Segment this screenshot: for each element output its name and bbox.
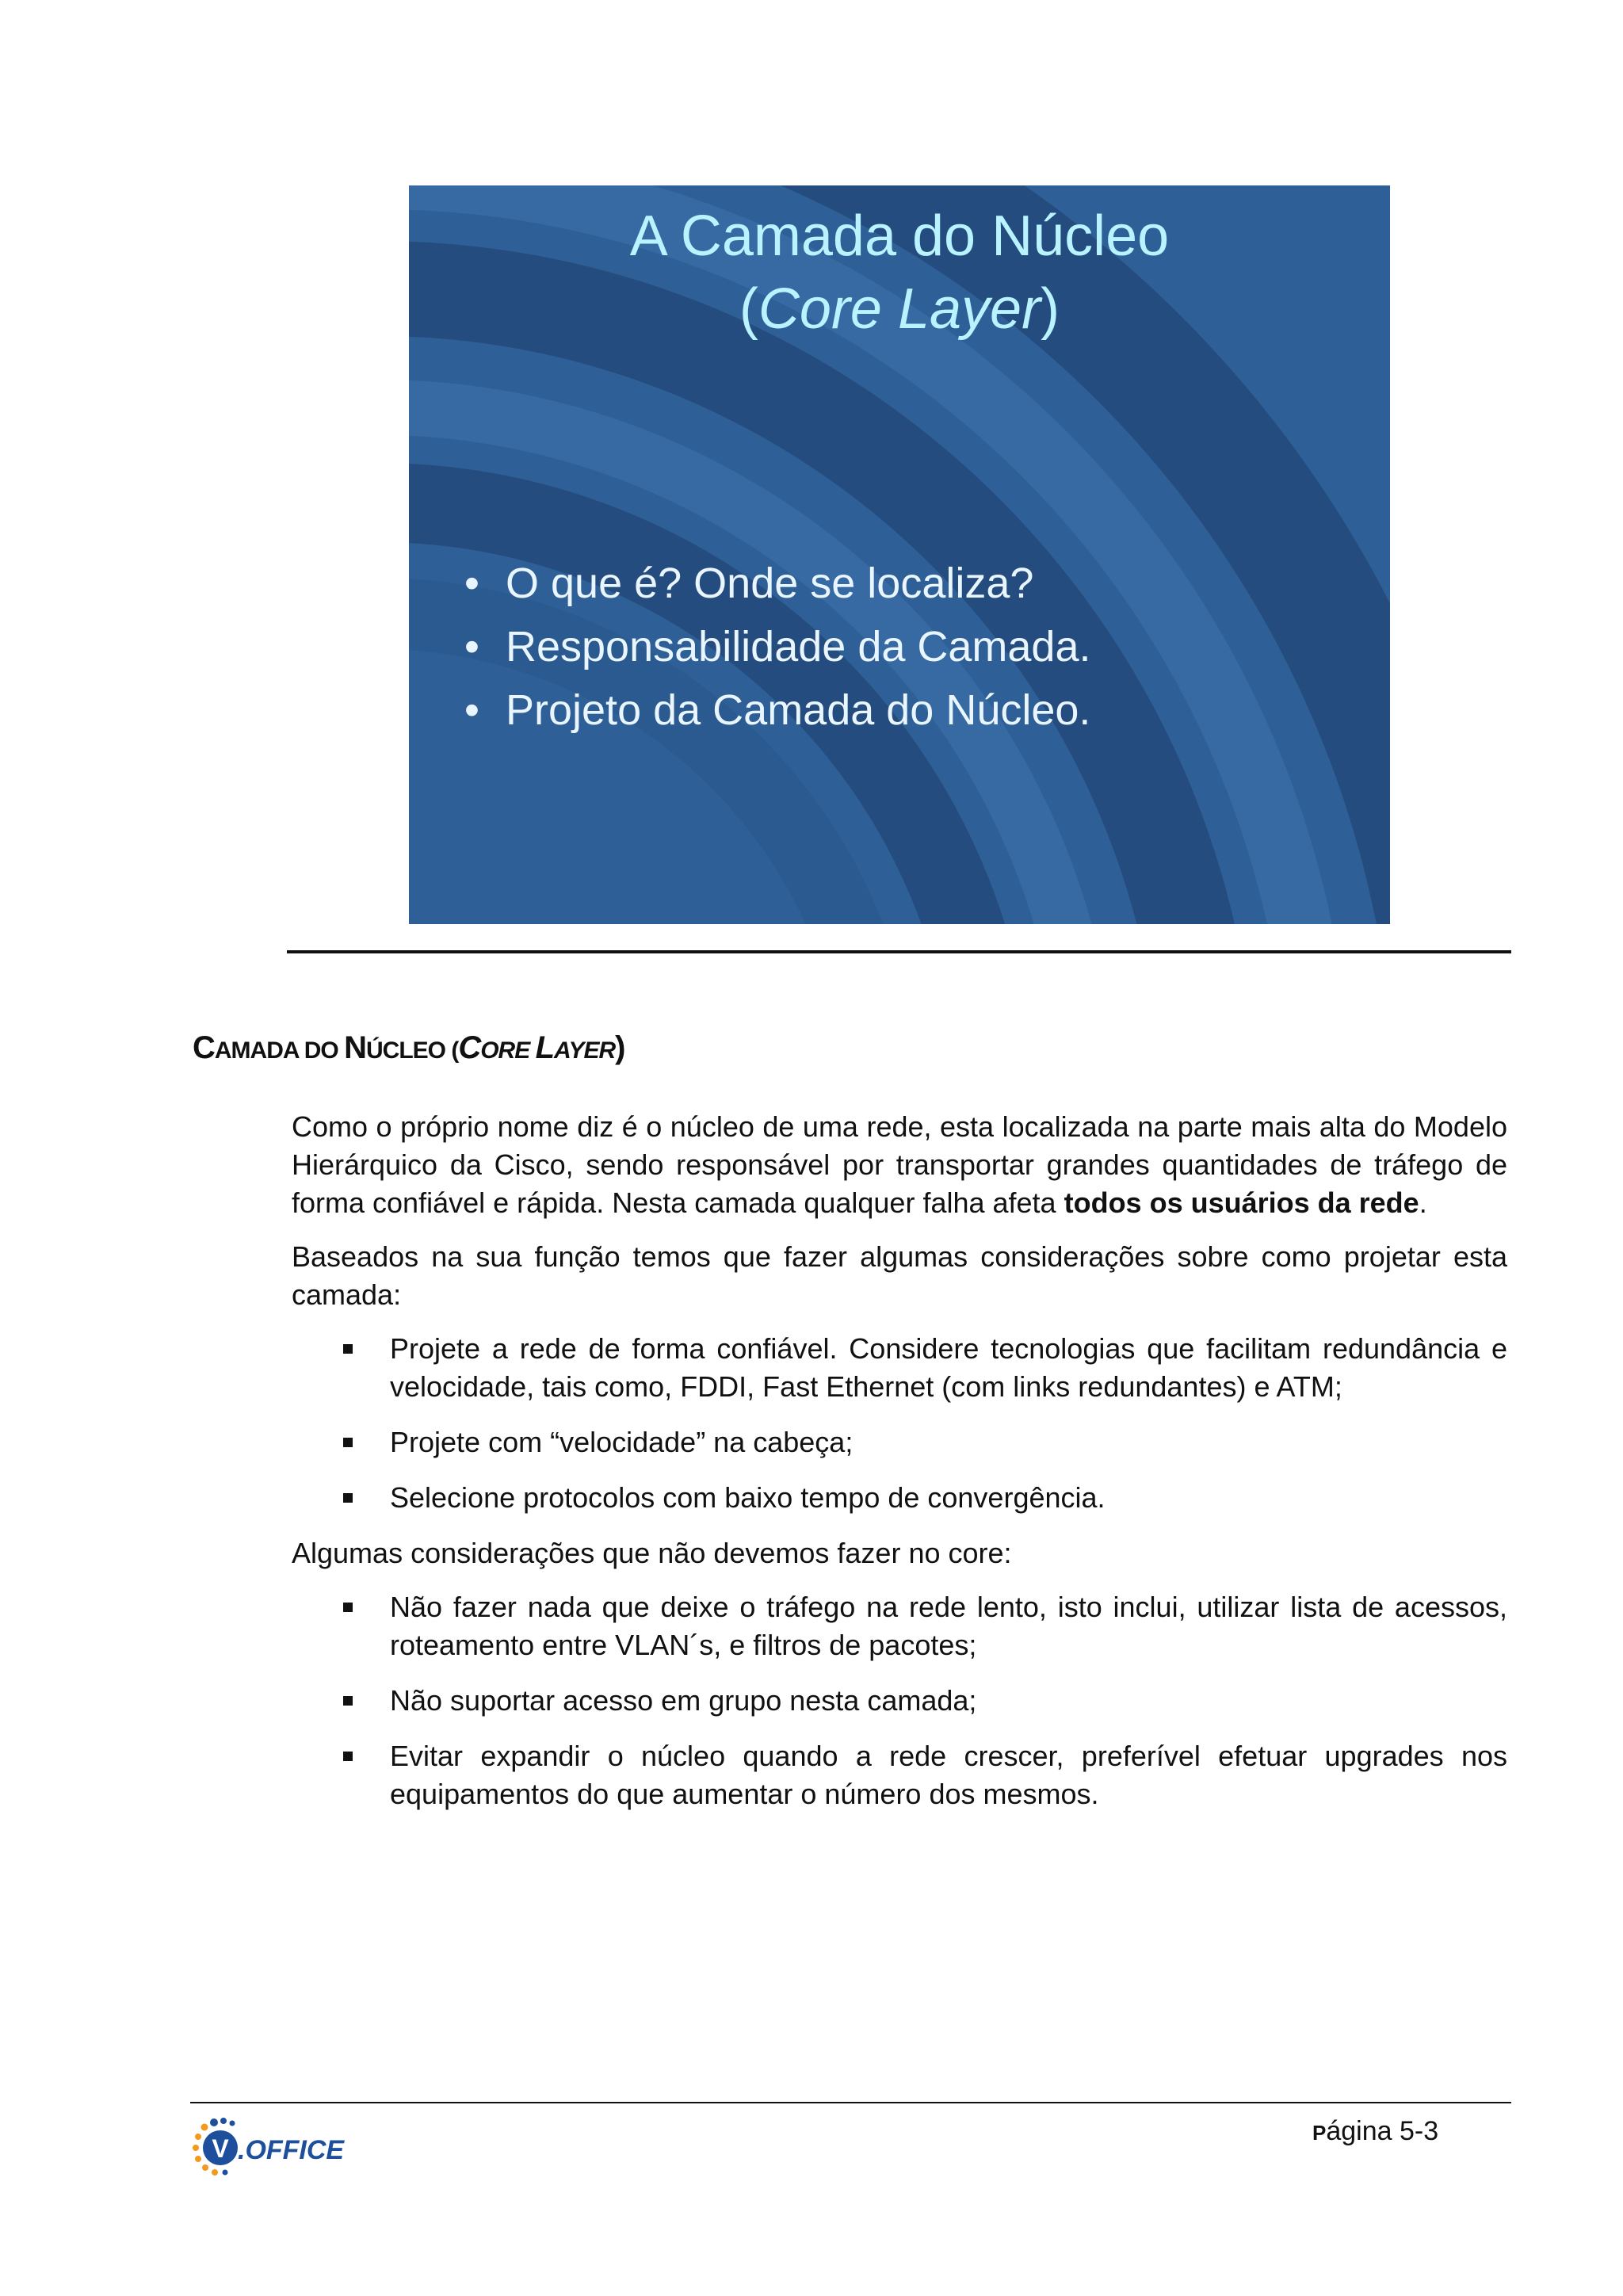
square-bullet-icon bbox=[343, 1603, 353, 1612]
heading-part: ) bbox=[615, 1030, 625, 1065]
heading-part: ORE bbox=[480, 1037, 536, 1064]
bullet-dot-icon: • bbox=[464, 623, 479, 670]
page-number-prefix: P bbox=[1312, 2121, 1327, 2145]
slide-title-line1: A Camada do Núcleo bbox=[629, 204, 1170, 268]
list-item-text: Projete a rede de forma confiável. Considere tecnologias que facilitam redundância e velocidade, tais como, FDDI, Fast Ethernet (com links redundantes) e ATM; bbox=[390, 1332, 1507, 1403]
voffice-logo bbox=[190, 2111, 357, 2183]
square-bullet-icon bbox=[343, 1696, 353, 1706]
heading-part: C bbox=[458, 1030, 481, 1065]
list-item bbox=[292, 1737, 1507, 1813]
footer-divider bbox=[190, 2102, 1511, 2103]
section-heading bbox=[193, 1030, 624, 1066]
slide-bullet-text: O que é? Onde se localiza? bbox=[506, 560, 1034, 607]
logo-text: .OFFICE bbox=[238, 2135, 345, 2165]
bullet-dot-icon: • bbox=[464, 560, 479, 607]
slide-bullet-text: Projeto da Camada do Núcleo. bbox=[506, 686, 1091, 734]
square-bullet-icon bbox=[343, 1752, 353, 1761]
body-content bbox=[292, 1108, 1507, 1831]
paragraph-intro bbox=[292, 1108, 1507, 1222]
list-item-text: Projete com “velocidade” na cabeça; bbox=[390, 1426, 854, 1458]
slide-bullet-list bbox=[464, 552, 1091, 742]
heading-part: ÚCLEO ( bbox=[366, 1037, 459, 1064]
paragraph-intro-end: . bbox=[1419, 1186, 1427, 1219]
list-item-text: Não fazer nada que deixe o tráfego na rede lento, isto inclui, utilizar lista de acessos, roteamento entre VLAN´s, e filtros de pacotes; bbox=[390, 1591, 1507, 1661]
slide-title-core-layer: Core Layer bbox=[758, 277, 1041, 341]
list-item-text: Não suportar acesso em grupo nesta camada; bbox=[390, 1684, 977, 1717]
heading-part: AYER bbox=[554, 1037, 616, 1064]
bullet-dot-icon: • bbox=[464, 686, 479, 734]
slide-title-line2 bbox=[409, 273, 1390, 346]
slide-bullet bbox=[464, 552, 1091, 615]
page-number-text: ágina 5-3 bbox=[1326, 2116, 1439, 2146]
list-item bbox=[292, 1423, 1507, 1461]
square-bullet-icon bbox=[343, 1438, 353, 1447]
heading-part: AMADA DO bbox=[214, 1037, 345, 1064]
list-item bbox=[292, 1682, 1507, 1720]
slide-title bbox=[409, 200, 1390, 346]
page-number bbox=[1312, 2116, 1438, 2147]
paragraph-dont: Algumas considerações que não devemos fazer no core: bbox=[292, 1537, 1012, 1569]
slide-bullet bbox=[464, 615, 1091, 678]
list-dont bbox=[292, 1588, 1507, 1813]
list-item bbox=[292, 1588, 1507, 1664]
slide-title-paren-close: ) bbox=[1041, 277, 1060, 341]
list-item bbox=[292, 1330, 1507, 1406]
list-item-text: Evitar expandir o núcleo quando a rede crescer, preferível efetuar upgrades nos equipamentos do que aumentar o número dos mesmos. bbox=[390, 1740, 1507, 1810]
horizontal-divider bbox=[287, 950, 1511, 953]
heading-part: C bbox=[193, 1030, 215, 1065]
slide-bullet bbox=[464, 678, 1091, 742]
paragraph-intro-bold: todos os usuários da rede bbox=[1064, 1186, 1419, 1219]
list-item bbox=[292, 1479, 1507, 1517]
slide-bullet-text: Responsabilidade da Camada. bbox=[506, 623, 1091, 670]
heading-part: N bbox=[344, 1030, 366, 1065]
list-item-text: Selecione protocolos com baixo tempo de convergência. bbox=[390, 1481, 1106, 1514]
slide-image bbox=[409, 185, 1390, 924]
square-bullet-icon bbox=[343, 1493, 353, 1503]
paragraph-considerations: Baseados na sua função temos que fazer algumas considerações sobre como projetar esta camada: bbox=[292, 1240, 1507, 1311]
list-do bbox=[292, 1330, 1507, 1517]
paragraph-intro-text: Como o próprio nome diz é o núcleo de uma rede, esta localizada na parte mais alta do Modelo Hierárquico da Cisco, sendo responsável por transportar grandes quantidades de tráfego de forma confiável e rápida. Nesta camada qualquer falha afeta bbox=[292, 1110, 1507, 1219]
slide-title-paren-open: ( bbox=[739, 277, 758, 341]
logo-v: V bbox=[212, 2134, 229, 2163]
heading-part: L bbox=[535, 1030, 555, 1065]
square-bullet-icon bbox=[343, 1344, 353, 1354]
